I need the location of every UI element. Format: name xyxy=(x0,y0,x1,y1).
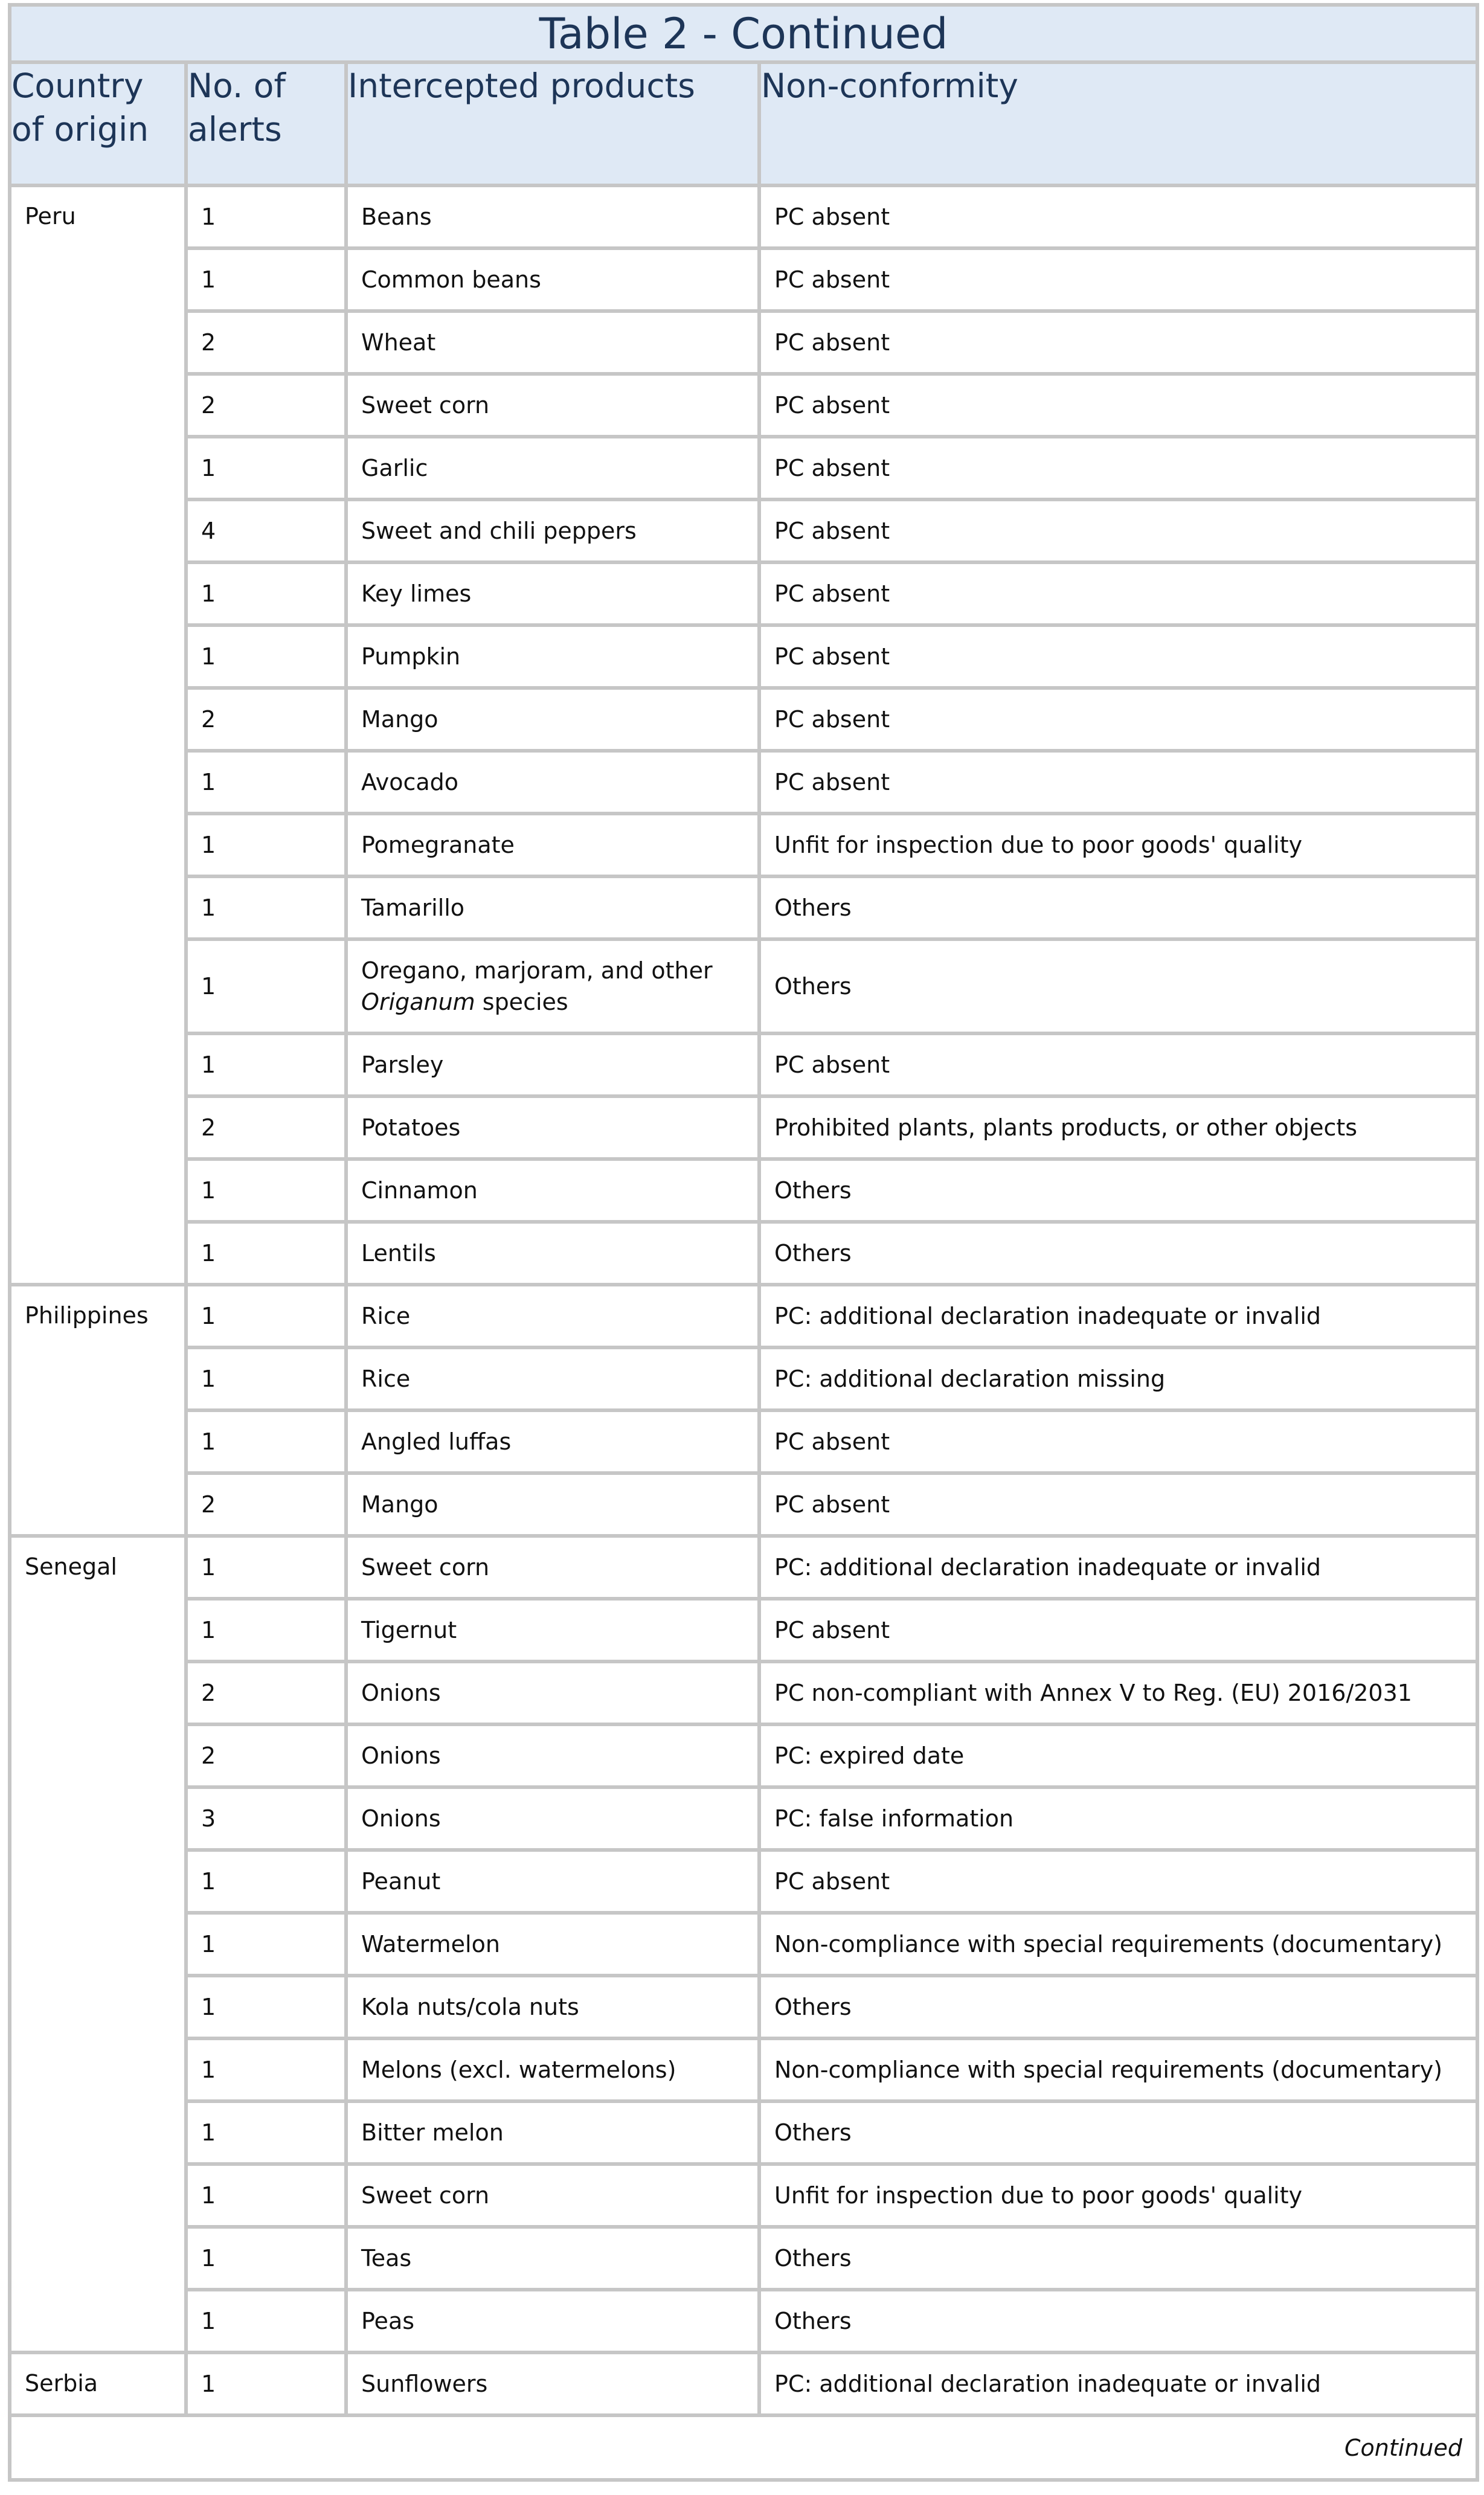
table-row xyxy=(10,939,1477,1033)
nonconformity-cell: Others xyxy=(759,2227,1477,2290)
table-row xyxy=(10,1976,1477,2038)
nonconformity-cell: Others xyxy=(759,1976,1477,2038)
alerts-cell: 1 xyxy=(186,2227,346,2290)
product-genus-italic: Origanum xyxy=(361,989,475,1015)
nonconformity-cell: Others xyxy=(759,1222,1477,1285)
table-row xyxy=(10,876,1477,939)
product-cell: Onions xyxy=(346,1724,759,1787)
product-cell xyxy=(346,939,759,1033)
table-footer-row xyxy=(10,2415,1477,2480)
alerts-cell: 1 xyxy=(186,1850,346,1913)
nonconformity-cell: PC absent xyxy=(759,499,1477,562)
table-body xyxy=(10,185,1477,2415)
table-row xyxy=(10,1850,1477,1913)
table-row xyxy=(10,185,1477,248)
table-row xyxy=(10,1599,1477,1662)
alerts-cell: 1 xyxy=(186,876,346,939)
nonconformity-cell: PC absent xyxy=(759,1850,1477,1913)
nonconformity-cell: PC: additional declaration inadequate or invalid xyxy=(759,2352,1477,2415)
nonconformity-cell: PC: additional declaration inadequate or invalid xyxy=(759,1536,1477,1599)
product-cell: Wheat xyxy=(346,311,759,374)
product-cell: Mango xyxy=(346,1473,759,1536)
nonconformity-cell: PC: expired date xyxy=(759,1724,1477,1787)
table-row xyxy=(10,2352,1477,2415)
product-cell: Potatoes xyxy=(346,1096,759,1159)
alerts-cell: 1 xyxy=(186,751,346,814)
nonconformity-cell: Prohibited plants, plants products, or other objects xyxy=(759,1096,1477,1159)
alerts-cell: 2 xyxy=(186,1473,346,1536)
table-row xyxy=(10,2164,1477,2227)
table-row xyxy=(10,374,1477,437)
table-row xyxy=(10,751,1477,814)
alerts-cell: 1 xyxy=(186,2038,346,2101)
table-row xyxy=(10,1536,1477,1599)
table-row xyxy=(10,1096,1477,1159)
table-title: Table 2 - Continued xyxy=(10,5,1477,62)
alerts-cell: 4 xyxy=(186,499,346,562)
alerts-cell: 1 xyxy=(186,1159,346,1222)
product-cell: Pumpkin xyxy=(346,625,759,688)
product-cell: Common beans xyxy=(346,248,759,311)
country-cell: Serbia xyxy=(10,2352,186,2415)
alerts-cell: 1 xyxy=(186,2290,346,2352)
alerts-cell: 2 xyxy=(186,1096,346,1159)
table-row xyxy=(10,562,1477,625)
product-cell: Melons (excl. watermelons) xyxy=(346,2038,759,2101)
nonconformity-cell: Unfit for inspection due to poor goods' quality xyxy=(759,2164,1477,2227)
product-cell: Beans xyxy=(346,185,759,248)
product-cell: Mango xyxy=(346,688,759,751)
continued-note: Continued xyxy=(10,2415,1477,2480)
product-cell: Tamarillo xyxy=(346,876,759,939)
product-text: Oregano, marjoram, and other xyxy=(361,957,713,984)
alerts-cell: 2 xyxy=(186,311,346,374)
nonconformity-cell: Non-compliance with special requirements (documentary) xyxy=(759,2038,1477,2101)
nonconformity-cell: Others xyxy=(759,876,1477,939)
alerts-cell: 1 xyxy=(186,248,346,311)
product-cell: Teas xyxy=(346,2227,759,2290)
nonconformity-cell: Others xyxy=(759,1159,1477,1222)
nonconformity-cell: PC absent xyxy=(759,311,1477,374)
alerts-table xyxy=(8,3,1479,2482)
alerts-cell: 1 xyxy=(186,625,346,688)
table-row xyxy=(10,1410,1477,1473)
alerts-cell: 1 xyxy=(186,2101,346,2164)
header-products: Intercepted products xyxy=(346,62,759,185)
country-cell: Senegal xyxy=(10,1536,186,2352)
alerts-cell: 1 xyxy=(186,1536,346,1599)
alerts-cell: 1 xyxy=(186,1599,346,1662)
alerts-cell: 1 xyxy=(186,1033,346,1096)
alerts-cell: 2 xyxy=(186,374,346,437)
nonconformity-cell: PC absent xyxy=(759,248,1477,311)
product-cell: Sunflowers xyxy=(346,2352,759,2415)
nonconformity-cell: Non-compliance with special requirements (documentary) xyxy=(759,1913,1477,1976)
nonconformity-cell: Unfit for inspection due to poor goods' quality xyxy=(759,814,1477,876)
table-row xyxy=(10,1473,1477,1536)
product-cell: Cinnamon xyxy=(346,1159,759,1222)
table-row xyxy=(10,1662,1477,1724)
nonconformity-cell: Others xyxy=(759,2101,1477,2164)
alerts-cell: 1 xyxy=(186,1285,346,1347)
table-row xyxy=(10,1347,1477,1410)
product-cell: Angled luffas xyxy=(346,1410,759,1473)
product-cell: Avocado xyxy=(346,751,759,814)
alerts-cell: 1 xyxy=(186,1347,346,1410)
table-row xyxy=(10,1724,1477,1787)
product-cell: Lentils xyxy=(346,1222,759,1285)
table-row xyxy=(10,688,1477,751)
product-cell: Peas xyxy=(346,2290,759,2352)
nonconformity-cell: PC absent xyxy=(759,562,1477,625)
product-cell: Kola nuts/cola nuts xyxy=(346,1976,759,2038)
table-caption-row xyxy=(10,5,1477,62)
table-row xyxy=(10,625,1477,688)
alerts-cell: 3 xyxy=(186,1787,346,1850)
country-cell: Peru xyxy=(10,185,186,1285)
table-row xyxy=(10,1159,1477,1222)
nonconformity-cell: PC absent xyxy=(759,374,1477,437)
nonconformity-cell: PC: additional declaration missing xyxy=(759,1347,1477,1410)
alerts-cell: 2 xyxy=(186,688,346,751)
table-row xyxy=(10,1222,1477,1285)
alerts-cell: 2 xyxy=(186,1724,346,1787)
product-cell: Sweet and chili peppers xyxy=(346,499,759,562)
product-cell: Bitter melon xyxy=(346,2101,759,2164)
product-cell: Sweet corn xyxy=(346,374,759,437)
table-row xyxy=(10,1285,1477,1347)
nonconformity-cell: PC absent xyxy=(759,751,1477,814)
alerts-cell: 1 xyxy=(186,562,346,625)
nonconformity-cell: Others xyxy=(759,2290,1477,2352)
table-row xyxy=(10,2290,1477,2352)
alerts-cell: 1 xyxy=(186,185,346,248)
table-row xyxy=(10,2101,1477,2164)
product-cell: Pomegranate xyxy=(346,814,759,876)
product-suffix: species xyxy=(475,989,568,1015)
nonconformity-cell: PC: additional declaration inadequate or invalid xyxy=(759,1285,1477,1347)
nonconformity-cell: PC absent xyxy=(759,1473,1477,1536)
header-nonconformity: Non-conformity xyxy=(759,62,1477,185)
alerts-cell: 1 xyxy=(186,2164,346,2227)
nonconformity-cell: PC absent xyxy=(759,185,1477,248)
product-cell: Sweet corn xyxy=(346,2164,759,2227)
product-cell: Tigernut xyxy=(346,1599,759,1662)
product-cell: Rice xyxy=(346,1285,759,1347)
alerts-cell: 1 xyxy=(186,437,346,499)
product-cell: Watermelon xyxy=(346,1913,759,1976)
header-alerts: No. of alerts xyxy=(186,62,346,185)
table-row xyxy=(10,2227,1477,2290)
product-cell: Rice xyxy=(346,1347,759,1410)
table-row xyxy=(10,2038,1477,2101)
table-row xyxy=(10,248,1477,311)
alerts-cell: 1 xyxy=(186,1976,346,2038)
country-cell: Philippines xyxy=(10,1285,186,1536)
nonconformity-cell: PC absent xyxy=(759,688,1477,751)
alerts-cell: 1 xyxy=(186,939,346,1033)
alerts-cell: 1 xyxy=(186,1410,346,1473)
product-cell: Sweet corn xyxy=(346,1536,759,1599)
alerts-cell: 1 xyxy=(186,1913,346,1976)
table-row xyxy=(10,437,1477,499)
alerts-cell: 1 xyxy=(186,2352,346,2415)
nonconformity-cell: PC: false information xyxy=(759,1787,1477,1850)
table-row xyxy=(10,1787,1477,1850)
product-cell: Key limes xyxy=(346,562,759,625)
table-row xyxy=(10,814,1477,876)
table-row xyxy=(10,1913,1477,1976)
table-row xyxy=(10,311,1477,374)
alerts-cell: 1 xyxy=(186,814,346,876)
product-cell: Parsley xyxy=(346,1033,759,1096)
nonconformity-cell: Others xyxy=(759,939,1477,1033)
alerts-cell: 2 xyxy=(186,1662,346,1724)
table-header-row xyxy=(10,62,1477,185)
table-row xyxy=(10,499,1477,562)
nonconformity-cell: PC absent xyxy=(759,437,1477,499)
nonconformity-cell: PC absent xyxy=(759,1033,1477,1096)
nonconformity-cell: PC non-compliant with Annex V to Reg. (EU) 2016/2031 xyxy=(759,1662,1477,1724)
product-cell: Onions xyxy=(346,1787,759,1850)
table-row xyxy=(10,1033,1477,1096)
nonconformity-cell: PC absent xyxy=(759,625,1477,688)
product-cell: Garlic xyxy=(346,437,759,499)
product-cell: Peanut xyxy=(346,1850,759,1913)
nonconformity-cell: PC absent xyxy=(759,1599,1477,1662)
header-country: Country of origin xyxy=(10,62,186,185)
alerts-cell: 1 xyxy=(186,1222,346,1285)
nonconformity-cell: PC absent xyxy=(759,1410,1477,1473)
product-cell: Onions xyxy=(346,1662,759,1724)
